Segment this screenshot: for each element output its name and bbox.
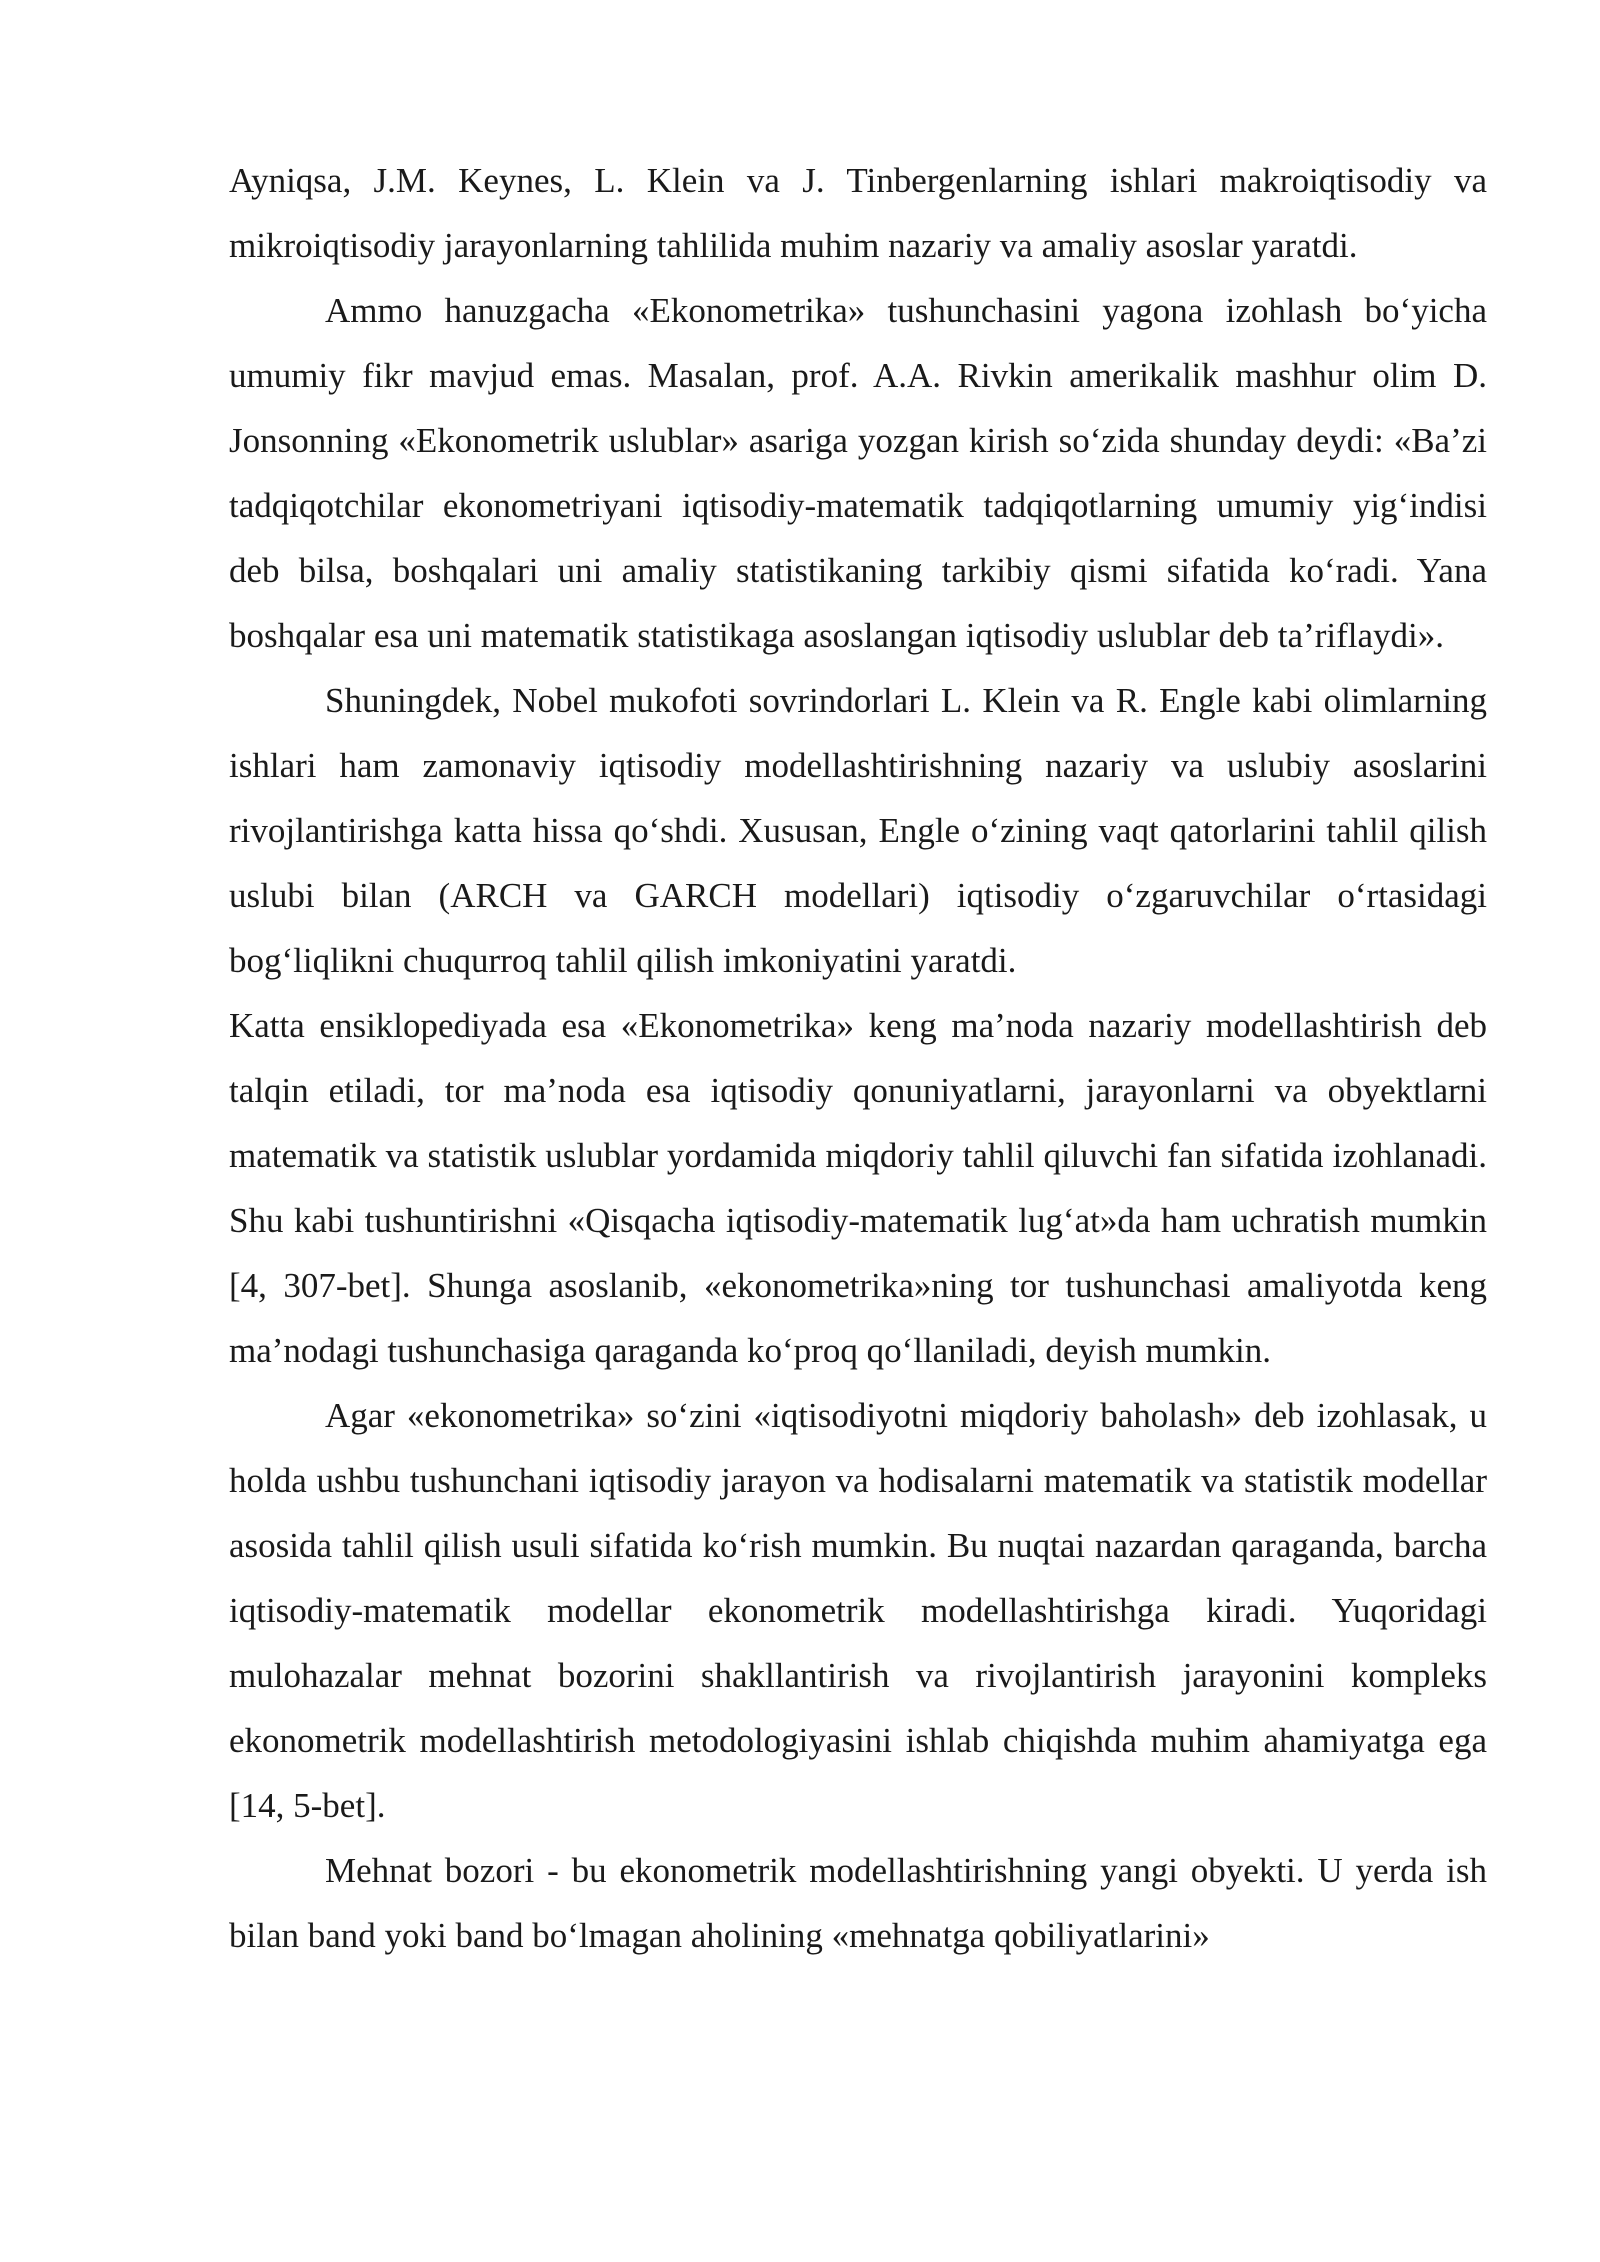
paragraph-5: Agar «ekonometrika» so‘zini «iqtisodiyotni miqdoriy baholash» deb izohlasak, u holda ushbu tushunchani iqtisodiy jarayon va hodisalarni matematik va statistik modellar asosida tahlil qilish usuli sifatida ko‘rish mumkin. Bu nuqtai nazardan qaraganda, barcha iqtisodiy-matematik modellar ekonometrik modellashtirishga kiradi. Yuqoridagi mulohazalar mehnat bozorini shakllantirish va rivojlantirish jarayonini kompleks ekonometrik modellashtirish metodologiyasini ishlab chiqishda muhim ahamiyatga ega [14, 5-bet].: [229, 1396, 1487, 1825]
paragraph-3: Shuningdek, Nobel mukofoti sovrindorlari L. Klein va R. Engle kabi olimlarning ishlari ham zamonaviy iqtisodiy modellashtirishning nazariy va uslubiy asoslarini rivojlantirishga katta hissa qo‘shdi. Xususan, Engle o‘zining vaqt qatorlarini tahlil qilish uslubi bilan (ARCH va GARCH modellari) iqtisodiy o‘zgaruvchilar o‘rtasidagi bog‘liqlikni chuqurroq tahlil qilish imkoniyatini yaratdi.: [229, 681, 1487, 980]
paragraph-1: Ayniqsa, J.M. Keynes, L. Klein va J. Tinbergenlarning ishlari makroiqtisodiy va mikroiqtisodiy jarayonlarning tahlilida muhim nazariy va amaliy asoslar yaratdi.: [229, 161, 1487, 265]
paragraph-4: Katta ensiklopediyada esa «Ekonometrika» keng ma’noda nazariy modellashtirish deb talqin etiladi, tor ma’noda esa iqtisodiy qonuniyatlarni, jarayonlarni va obyektlarni matematik va statistik uslublar yordamida miqdoriy tahlil qiluvchi fan sifatida izohlanadi. Shu kabi tushuntirishni «Qisqacha iqtisodiy-matematik lug‘at»da ham uchratish mumkin [4, 307-bet]. Shunga asoslanib, «ekonometrika»ning tor tushunchasi amaliyotda keng ma’nodagi tushunchasiga qaraganda ko‘proq qo‘llaniladi, deyish mumkin.: [229, 1006, 1487, 1370]
paragraph-2: Ammo hanuzgacha «Ekonometrika» tushunchasini yagona izohlash bo‘yicha umumiy fikr mavjud emas. Masalan, prof. A.A. Rivkin amerikalik mashhur olim D. Jonsonning «Ekonometrik uslublar» asariga yozgan kirish so‘zida shunday deydi: «Ba’zi tadqiqotchilar ekonometriyani iqtisodiy-matematik tadqiqotlarning umumiy yig‘indisi deb bilsa, boshqalari uni amaliy statistikaning tarkibiy qismi sifatida ko‘radi. Yana boshqalar esa uni matematik statistikaga asoslangan iqtisodiy uslublar deb ta’riflaydi».: [229, 291, 1487, 655]
paragraph-6: Mehnat bozori - bu ekonometrik modellashtirishning yangi obyekti. U yerda ish bilan band yoki band bo‘lmagan aholining «mehnatga qobiliyatlarini»: [229, 1851, 1487, 1955]
body-text: [229, 148, 1487, 1968]
